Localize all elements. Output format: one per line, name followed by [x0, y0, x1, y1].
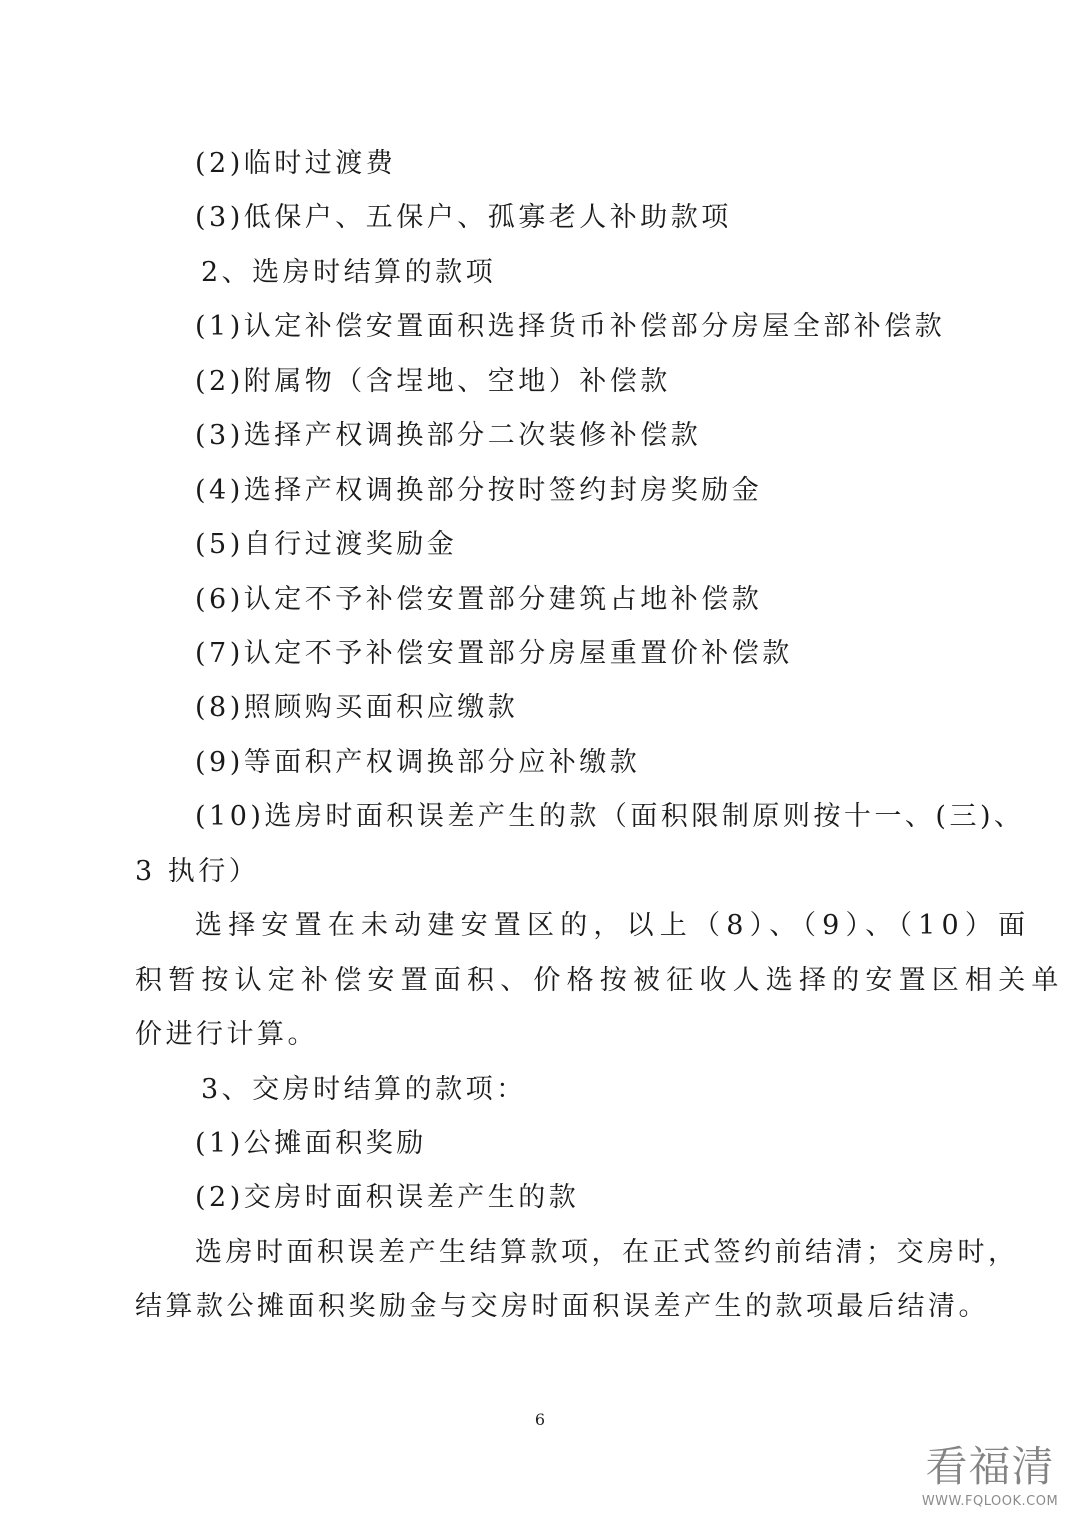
paragraph-line: (9)等面积产权调换部分应补缴款: [195, 747, 641, 778]
section-heading: 3、交房时结算的款项：: [201, 1074, 527, 1105]
paragraph-line: (3)低保户、五保户、孤寡老人补助款项: [195, 202, 732, 233]
paragraph-line: 结算款公摊面积奖励金与交房时面积误差产生的款项最后结清。: [135, 1291, 989, 1322]
paragraph-line: 价进行计算。: [135, 1019, 318, 1050]
watermark-url: WWW.FQLOOK.COM: [921, 1494, 1059, 1509]
watermark-logo: [910, 1442, 1070, 1522]
watermark-text: 看福清: [925, 1442, 1055, 1491]
paragraph-line: (4)选择产权调换部分按时签约封房奖励金: [195, 475, 763, 506]
paragraph-line: (1)公摊面积奖励: [195, 1128, 427, 1159]
paragraph-line: 积暂按认定补偿安置面积、价格按被征收人选择的安置区相关单: [135, 965, 1065, 996]
paragraph-line: (8)照顾购买面积应缴款: [195, 692, 519, 723]
paragraph-line: (2)附属物（含埕地、空地）补偿款: [195, 366, 671, 397]
paragraph-line: (6)认定不予补偿安置部分建筑占地补偿款: [195, 584, 763, 615]
paragraph-line: 选房时面积误差产生结算款项，在正式签约前结清；交房时，: [195, 1237, 1019, 1268]
paragraph-line: (10)选房时面积误差产生的款（面积限制原则按十一、(三)、: [195, 801, 1025, 832]
paragraph-line: 选择安置在未动建安置区的，以上（8）、（9）、（10）面: [195, 910, 1032, 941]
paragraph-line: (1)认定补偿安置面积选择货币补偿部分房屋全部补偿款: [195, 311, 946, 342]
paragraph-line: (3)选择产权调换部分二次装修补偿款: [195, 420, 702, 451]
paragraph-line: (2)临时过渡费: [195, 148, 397, 179]
paragraph-line: (2)交房时面积误差产生的款: [195, 1182, 580, 1213]
paragraph-line: 3 执行）: [135, 856, 260, 887]
paragraph-line: (7)认定不予补偿安置部分房屋重置价补偿款: [195, 638, 793, 669]
section-heading: 2、选房时结算的款项: [201, 257, 497, 288]
page-number: 6: [534, 1410, 546, 1429]
paragraph-line: (5)自行过渡奖励金: [195, 529, 458, 560]
